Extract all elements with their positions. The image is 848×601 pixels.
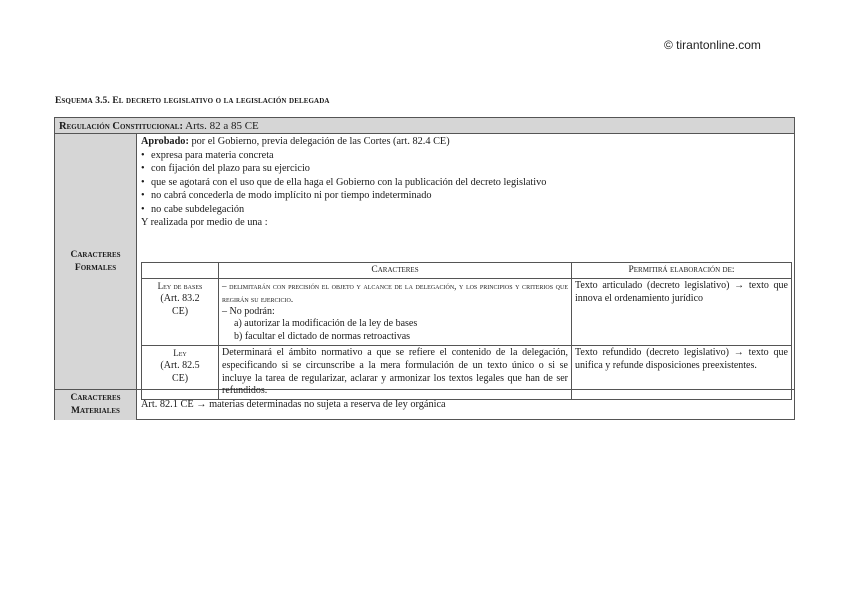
list-item: • que se agotará con el uso que de ella haga el Gobierno con la publicación del decreto legislativo — [141, 176, 790, 190]
law-article: (Art. 82.5 — [160, 359, 200, 371]
approved-label: Aprobado: — [141, 136, 189, 147]
formal-characters-content — [137, 134, 794, 397]
characters-line: – delimitarán con precisión el objeto y alcance de la delegación, y los principios y criterios que regirán su ejercicio. — [222, 281, 568, 304]
law-article-end: CE) — [171, 372, 189, 384]
characters-line: a) autorizar la modificación de la ley de bases — [234, 318, 418, 330]
material-characters-content: Art. 82.1 CE → materias determinadas no sujeta a reserva de ley orgánica — [141, 399, 446, 410]
scheme-heading: Esquema 3.5. El decreto legislativo o la legislación delegada — [55, 96, 330, 106]
regulation-label: Regulación Constitucional: — [59, 121, 183, 132]
characters-line: b) facultar el dictado de normas retroactivas — [234, 331, 411, 343]
header-result: Permitirá elaboración de: — [572, 263, 792, 279]
law-article: (Art. 83.2 — [160, 292, 200, 304]
approved-line — [141, 135, 790, 149]
table-row — [142, 279, 792, 346]
scheme-table — [54, 117, 795, 420]
law-types-table — [141, 262, 792, 400]
header-characters: Caracteres — [219, 263, 572, 279]
characters-cell — [219, 279, 572, 346]
law-name: Ley de bases — [157, 281, 203, 291]
characters-line: – No podrán: — [222, 305, 275, 317]
law-article-end: CE) — [171, 305, 189, 317]
list-item: • con fijación del plazo para su ejercicio — [141, 162, 790, 176]
material-label-line1: Caracteres — [70, 393, 121, 403]
result-cell: Texto refundido (decreto legislativo) → texto que unifica y refunde disposiciones preexistentes. — [572, 345, 792, 399]
approved-text: por el Gobierno, previa delegación de las Cortes (art. 82.4 CE) — [191, 136, 450, 147]
realizada-line: Y realizada por medio de una : — [141, 217, 268, 228]
list-item: • expresa para materia concreta — [141, 149, 790, 163]
law-cell — [142, 279, 219, 346]
result-cell: Texto articulado (decreto legislativo) → texto que innova el ordenamiento jurídico — [572, 279, 792, 346]
watermark: © tirantonline.com — [664, 38, 761, 52]
table-header-row — [142, 263, 792, 279]
list-item: • no cabe subdelegación — [141, 203, 790, 217]
regulation-row — [55, 118, 794, 134]
characters-cell: Determinará el ámbito normativo a que se refiere el contenido de la delegación, especificando si se circunscribe a la mera formulación de un texto único o si se incluye la tarea de regularizar, aclarar y armonizar los textos legales que han de ser refundidos. — [219, 345, 572, 399]
formal-label-line2: Formales — [74, 262, 117, 273]
material-characters-label — [55, 390, 137, 420]
header-law — [142, 263, 219, 279]
law-name: Ley — [173, 347, 187, 358]
material-label-line2: Materiales — [71, 406, 120, 416]
formal-label-line1: Caracteres — [70, 249, 121, 260]
delegation-list — [141, 149, 790, 217]
regulation-value: Arts. 82 a 85 CE — [185, 120, 259, 132]
formal-characters-label — [55, 134, 137, 390]
list-item: • no cabrá concederla de modo implícito ni por tiempo indeterminado — [141, 189, 790, 203]
